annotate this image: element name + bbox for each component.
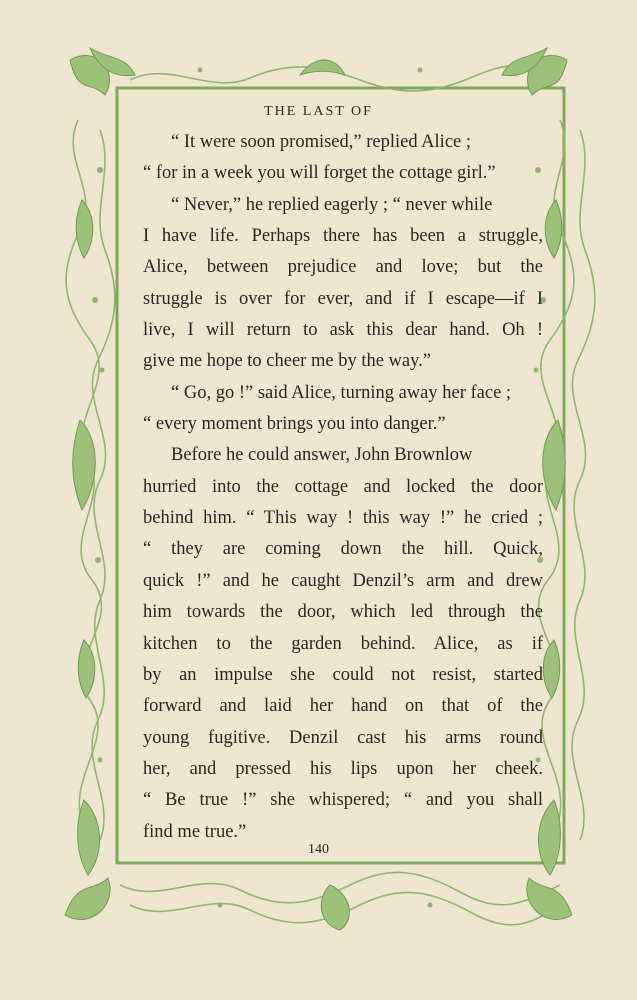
text-line: behind him. “ This way ! this way !” he cried ;	[143, 508, 543, 529]
text-line: I have life. Perhaps there has been a struggle,	[143, 226, 543, 247]
text-line: by an impulse she could not resist, started	[143, 664, 543, 685]
text-line: him towards the door, which led through the	[143, 602, 543, 623]
text-line: give me hope to cheer me by the way.”	[143, 351, 432, 372]
text-line: “ It were soon promised,” replied Alice ;	[171, 132, 472, 152]
text-line: hurried into the cottage and locked the door	[143, 476, 543, 497]
text-line: “ for in a week you will forget the cottage girl.”	[143, 163, 496, 184]
text-line: live, I will return to ask this dear hand. Oh !	[143, 320, 543, 341]
text-line: “ Never,” he replied eagerly ; “ never while	[171, 194, 493, 215]
text-line: find me true.”	[143, 821, 247, 842]
text-line: forward and laid her hand on that of the	[143, 696, 543, 717]
body-text	[143, 127, 543, 848]
text-line: quick !” and he caught Denzil’s arm and drew	[143, 570, 543, 591]
text-line: “ they are coming down the hill. Quick,	[143, 539, 543, 560]
text-line: “ Go, go !” said Alice, turning away her face ;	[171, 382, 512, 403]
text-line: her, and pressed his lips upon her cheek.	[143, 758, 543, 779]
running-head: THE LAST OF	[264, 104, 373, 119]
text-line: “ Be true !” she whispered; “ and you shall	[143, 790, 543, 811]
text-line: young fugitive. Denzil cast his arms round	[143, 727, 543, 748]
text-line: kitchen to the garden behind. Alice, as if	[143, 633, 543, 654]
page-number: 140	[308, 842, 329, 857]
text-line: Before he could answer, John Brownlow	[171, 445, 473, 466]
text-line: Alice, between prejudice and love; but the	[143, 257, 543, 278]
text-line: “ every moment brings you into danger.”	[143, 414, 446, 435]
text-line: struggle is over for ever, and if I escape—if I	[143, 288, 543, 309]
